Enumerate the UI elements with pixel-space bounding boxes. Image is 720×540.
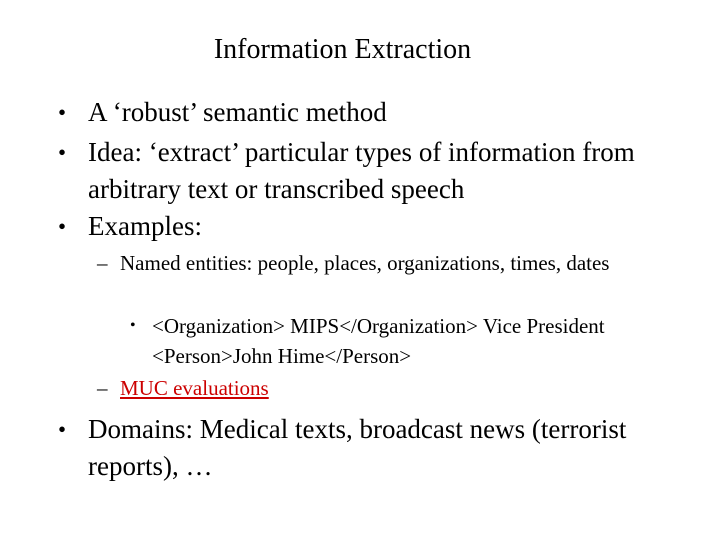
subsubbullet-text: <Organization> MIPS</Organization> Vice President <Person>John Hime</Person> <box>152 314 605 368</box>
bullet-text: Idea: ‘extract’ particular types of information from arbitrary text or transcribed speech <box>88 137 635 204</box>
subbullet-named-entities <box>97 248 680 278</box>
bullet-text: Domains: Medical texts, broadcast news (terrorist reports), … <box>88 414 627 481</box>
slide-title: Information Extraction <box>213 34 472 65</box>
bullet-marker: • <box>58 214 67 239</box>
subsubbullet-markup-example <box>130 311 652 371</box>
bullet-examples <box>58 208 688 245</box>
dash-marker: – <box>97 376 108 400</box>
subbullet-muc-evaluations <box>97 373 680 403</box>
bullet-marker: • <box>58 140 67 165</box>
bullet-idea <box>58 134 688 208</box>
bullet-text: Examples: <box>88 211 202 241</box>
bullet-text: A ‘robust’ semantic method <box>88 97 387 127</box>
bullet-marker: • <box>58 100 67 125</box>
bullet-domains <box>58 411 688 485</box>
dash-marker: – <box>97 251 108 275</box>
bullet-marker: • <box>130 317 136 334</box>
subbullet-text: Named entities: people, places, organizations, times, dates <box>120 251 610 275</box>
muc-evaluations-link[interactable]: MUC evaluations <box>120 376 269 400</box>
bullet-marker: • <box>58 417 67 442</box>
bullet-robust-method <box>58 94 688 131</box>
